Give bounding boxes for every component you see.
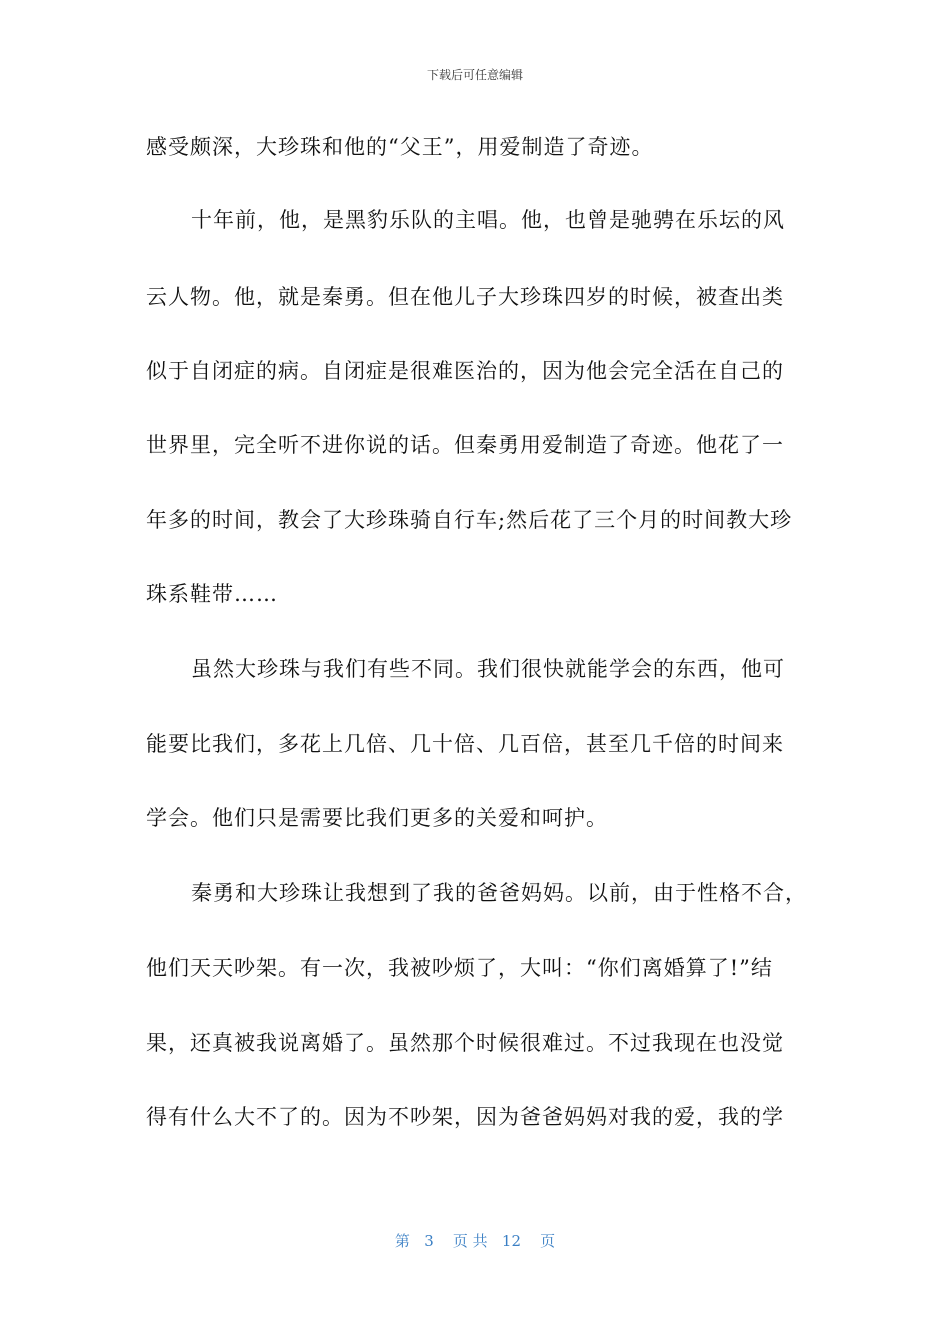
page-header: 下载后可任意编辑 [426, 68, 523, 82]
text-line: 能要比我们，多花上几倍、几十倍、几百倍，甚至几千倍的时间来 [146, 732, 784, 756]
text-line: 世界里，完全听不进你说的话。但秦勇用爱制造了奇迹。他花了一 [146, 433, 784, 457]
footer-prefix: 第 [394, 1232, 410, 1250]
text-line: 感受颇深，大珍珠和他的“父王”，用爱制造了奇迹。 [146, 135, 654, 159]
text-line: 得有什么大不了的。因为不吵架，因为爸爸妈妈对我的爱，我的学 [146, 1105, 784, 1129]
current-page-number: 3 [424, 1232, 434, 1250]
text-line: 虽然大珍珠与我们有些不同。我们很快就能学会的东西，他可 [191, 657, 785, 681]
page-footer [0, 1230, 950, 1251]
footer-middle: 页 共 [452, 1232, 488, 1250]
text-line: 珠系鞋带…… [146, 582, 278, 606]
text-line: 十年前，他，是黑豹乐队的主唱。他，也曾是驰骋在乐坛的风 [191, 208, 785, 232]
text-line: 果，还真被我说离婚了。虽然那个时候很难过。不过我现在也没觉 [146, 1031, 784, 1055]
text-line: 似于自闭症的病。自闭症是很难医治的，因为他会完全活在自己的 [146, 359, 784, 383]
text-line: 云人物。他，就是秦勇。但在他儿子大珍珠四岁的时候，被查出类 [146, 285, 784, 309]
text-line: 学会。他们只是需要比我们更多的关爱和呵护。 [146, 806, 608, 830]
footer-suffix: 页 [540, 1232, 556, 1250]
total-pages-number: 12 [501, 1232, 522, 1250]
text-line: 他们天天吵架。有一次，我被吵烦了，大叫：“你们离婚算了!”结 [146, 956, 773, 980]
text-line: 年多的时间，教会了大珍珠骑自行车;然后花了三个月的时间教大珍 [146, 508, 793, 532]
text-line: 秦勇和大珍珠让我想到了我的爸爸妈妈。以前，由于性格不合， [191, 881, 807, 905]
